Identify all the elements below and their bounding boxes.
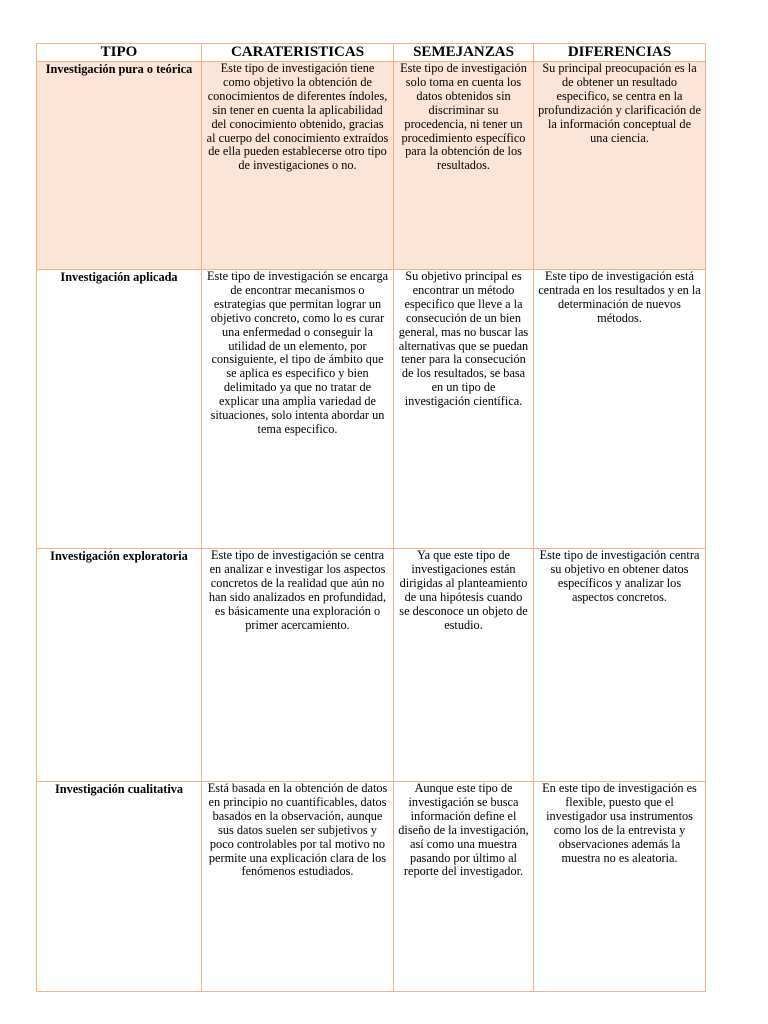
header-caracteristicas: CARATERISTICAS <box>202 44 394 62</box>
diferencias-cell: En este tipo de investigación es flexible, puesto que el investigador usa instrumentos como los de la entrevista y observaciones además la muestra no es aleatoria. <box>534 782 706 992</box>
type-cell: Investigación aplicada <box>37 270 202 549</box>
type-cell: Investigación pura o teórica <box>37 62 202 270</box>
caracteristicas-cell: Este tipo de investigación tiene como objetivo la obtención de conocimientos de diferentes índoles, sin tener en cuenta la aplicabilidad del conocimiento obtenido, gracias al cuerpo del conocimiento extraídos de ella pueden establecerse otro tipo de investigaciones o no. <box>202 62 394 270</box>
semejanzas-cell: Aunque este tipo de investigación se busca información define el diseño de la investigación, así como una muestra pasando por último al reporte del investigador. <box>394 782 534 992</box>
table-row <box>37 782 706 992</box>
diferencias-cell: Este tipo de investigación está centrada en los resultados y en la determinación de nuevos métodos. <box>534 270 706 549</box>
comparison-table <box>36 43 706 992</box>
type-cell: Investigación cualitativa <box>37 782 202 992</box>
diferencias-cell: Su principal preocupación es la de obtener un resultado especifico, se centra en la profundización y clarificación de la información conceptual de una ciencia. <box>534 62 706 270</box>
semejanzas-cell: Ya que este tipo de investigaciones están dirigidas al planteamiento de una hipótesis cuando se desconoce un objeto de estudio. <box>394 549 534 782</box>
header-row <box>37 44 706 62</box>
header-diferencias: DIFERENCIAS <box>534 44 706 62</box>
table-row <box>37 62 706 270</box>
semejanzas-cell: Su objetivo principal es encontrar un método especifico que lleve a la consecución de un bien general, mas no buscar las alternativas que se puedan tener para la consecución de los resultados, se basa en un tipo de investigación científica. <box>394 270 534 549</box>
caracteristicas-cell: Este tipo de investigación se encarga de encontrar mecanismos o estrategias que permitan lograr un objetivo concreto, como lo es curar una enfermedad o conseguir la utilidad de un elemento, por consiguiente, el tipo de ámbito que se aplica es especifico y bien delimitado ya que no tratar de explicar una amplia variedad de situaciones, solo intenta abordar un tema especifico. <box>202 270 394 549</box>
header-semejanzas: SEMEJANZAS <box>394 44 534 62</box>
diferencias-cell: Este tipo de investigación centra su objetivo en obtener datos específicos y analizar los aspectos concretos. <box>534 549 706 782</box>
table-row <box>37 270 706 549</box>
caracteristicas-cell: Está basada en la obtención de datos en principio no cuantificables, datos basados en la observación, aunque sus datos suelen ser subjetivos y poco controlables por tal motivo no permite una explicación clara de los fenómenos estudiados. <box>202 782 394 992</box>
type-cell: Investigación exploratoria <box>37 549 202 782</box>
table-row <box>37 549 706 782</box>
header-tipo: TIPO <box>37 44 202 62</box>
semejanzas-cell: Este tipo de investigación solo toma en cuenta los datos obtenidos sin discriminar su procedencia, ni tener un procedimiento específico para la obtención de los resultados. <box>394 62 534 270</box>
caracteristicas-cell: Este tipo de investigación se centra en analizar e investigar los aspectos concretos de la realidad que aún no han sido analizados en profundidad, es básicamente una exploración o primer acercamiento. <box>202 549 394 782</box>
